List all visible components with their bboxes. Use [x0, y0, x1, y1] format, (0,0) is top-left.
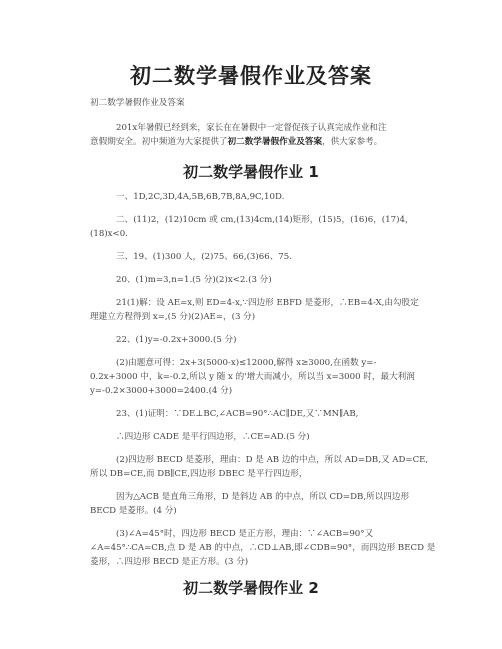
answer-23: 23、(1)证明：∵DE⊥BC,∠ACB=90°∴AC∥DE,又∵MN∥AB,	[116, 409, 359, 419]
answer-22b-line-3: y=-0.2×3000+3000=2400.(4 分)	[90, 386, 233, 396]
answer-22b-line-2: 0.2x+3000 中，k=-0.2,所以 y 随 x 的'增大而减小，所以当 x=3000 时，最大利润	[90, 372, 415, 382]
answer-23e-line-1: (3)∠A=45°时，四边形 BECD 是正方形，理由：∵∠ACB=90°又	[116, 529, 374, 539]
answer-23b: ∴四边形 CADE 是平行四边形，∴CE=AD.(5 分)	[116, 432, 310, 442]
section-heading-2: 初二数学暑假作业 2	[183, 579, 319, 597]
section-heading-1: 初二数学暑假作业 1	[183, 163, 319, 181]
intro-line-2	[90, 135, 430, 150]
answer-22: 22、(1)y=-0.2x+3000.(5 分)	[116, 335, 237, 345]
answer-19: 三、19、(1)300 人，(2)75、66,(3)66、75.	[116, 252, 292, 262]
intro-text-end: ，供大家参考。	[322, 137, 383, 147]
answer-part-2-line-2: (18)x<0.	[90, 229, 128, 239]
answer-part-2-line-1: 二、(11)2，(12)10cm 或 cm,(13)4cm,(14)矩形，(15)5，(16)6，(17)4，	[116, 215, 414, 225]
intro-bold-link: 初二数学暑假作业及答案	[227, 137, 323, 147]
subtitle: 初二数学暑假作业及答案	[90, 98, 185, 108]
page-title: 初二数学暑假作业及答案	[130, 64, 372, 88]
answer-23c-line-1: (2)四边形 BECD 是菱形，理由：D 是 AB 边的中点，所以 AD=DB,又 AD=CE,	[116, 455, 429, 465]
answer-23d-line-1: 因为△ACB 是直角三角形，D 是斜边 AB 的中点，所以 CD=DB,所以四边形	[116, 492, 410, 502]
answer-23e-line-3: 菱形，∴四边形 BECD 是正方形。(3 分)	[90, 557, 249, 567]
answer-part-1: 一、1D,2C,3D,4A,5B,6B,7B,8A,9C,10D.	[116, 192, 285, 202]
answer-23d-line-2: BECD 是菱形。(4 分)	[90, 506, 177, 516]
answer-20: 20、(1)m=3,n=1.(5 分)(2)x<2.(3 分)	[116, 275, 272, 285]
answer-23c-line-2: 所以 DB=CE,而 DB∥CE,四边形 DBEC 是平行四边形，	[90, 469, 308, 479]
answer-23e-line-2: ∠A=45°∴CA=CB,点 D 是 AB 的中点，∴CD⊥AB,即∠CDB=90°，而四边形 BECD 是	[90, 543, 436, 553]
answer-21-line-1: 21(1)解：设 AE=x,则 ED=4-x,∵四边形 EBFD 是菱形，∴EB=4-X,由勾股定	[116, 298, 419, 308]
answer-22b-line-1: (2)由题意可得：2x+3(5000-x)≤12000,解得 x≥3000,在函数 y=-	[116, 358, 377, 368]
intro-line-1: 201x年暑假已经到来，家长在在暑假中一定督促孩子认真完成作业和注	[116, 123, 387, 133]
intro-text: 意假期安全。初中频道为大家提供了	[90, 137, 228, 147]
answer-21-line-2: 理建立方程得到 x=,(5 分)(2)AE=，(3 分)	[90, 312, 256, 322]
